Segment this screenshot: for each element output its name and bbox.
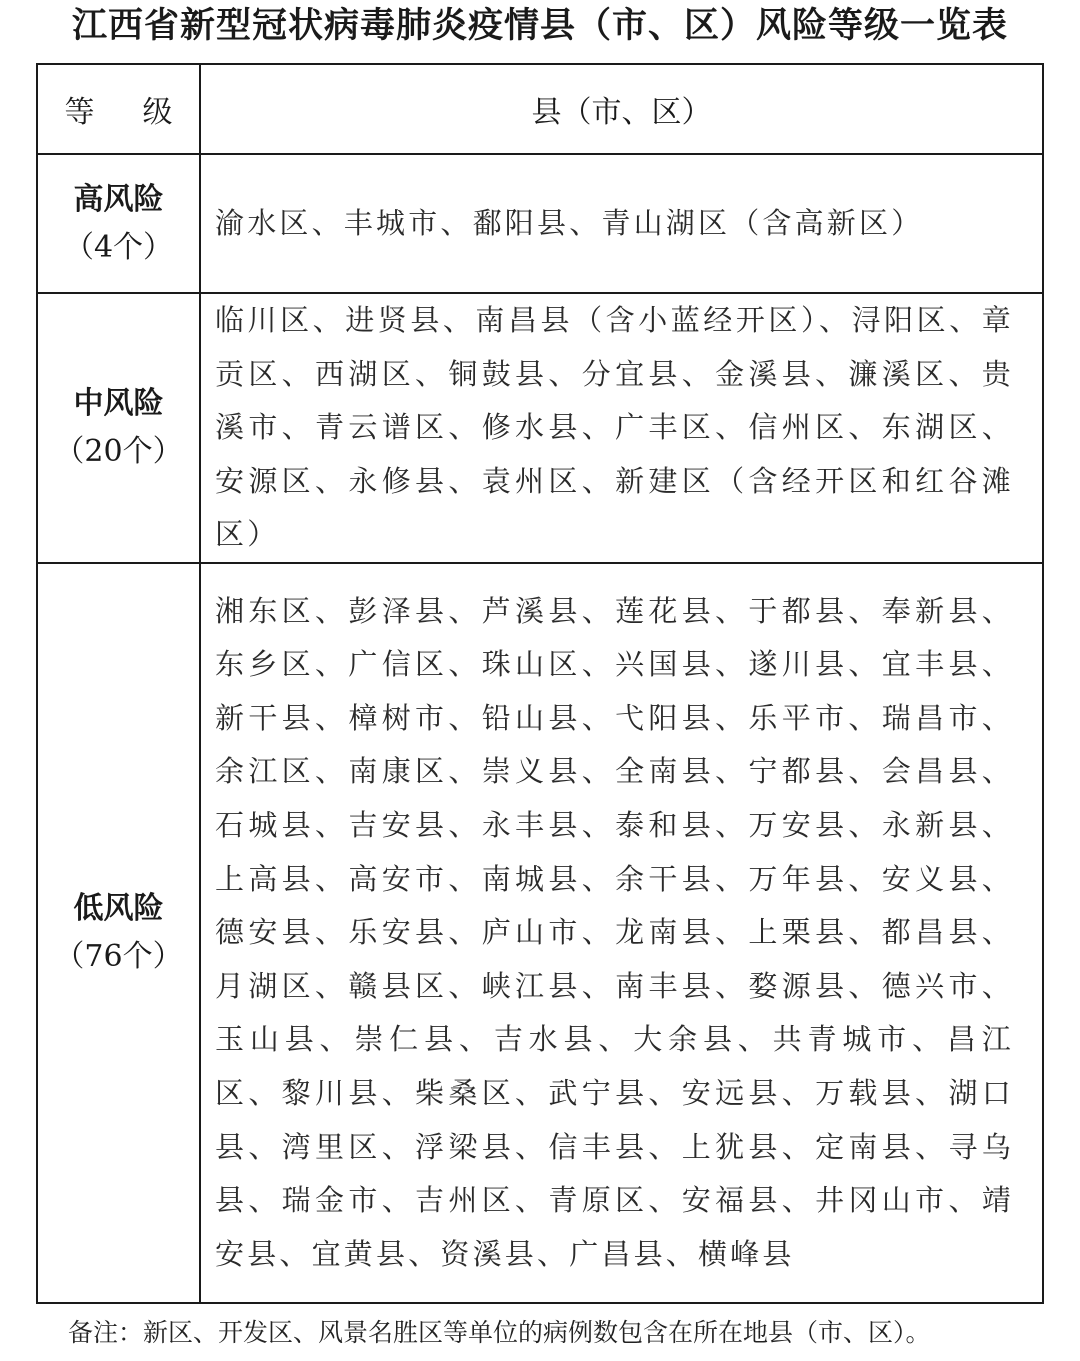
level-count: （20个）	[54, 433, 183, 469]
page-title: 江西省新型冠状病毒肺炎疫情县（市、区）风险等级一览表	[71, 5, 1008, 46]
footnote: 备注：新区、开发区、风景名胜区等单位的病例数包含在所在地县（市、区）。	[68, 1318, 931, 1347]
area-list-medium: 临川区、进贤县、南昌县（含小蓝经开区）、浔阳区、章贡区、西湖区、铜鼓县、分宜县、金溪县、濂溪区、贵溪市、青云谱区、修水县、广丰区、信州区、东湖区、安源区、永修县、袁州区、新建区（含经开区和红谷滩区）	[200, 293, 1043, 563]
table-row-medium-risk	[37, 293, 1043, 563]
table-row-low-risk	[37, 563, 1043, 1303]
table-header-row	[37, 64, 1043, 154]
level-count: （4个）	[63, 229, 174, 265]
level-cell-high	[37, 154, 200, 293]
header-level	[37, 64, 200, 154]
table-row-high-risk	[37, 154, 1043, 293]
level-cell-medium	[37, 293, 200, 563]
level-name: 高风险	[73, 181, 164, 217]
header-area: 县（市、区）	[200, 64, 1043, 154]
area-list-high: 渝水区、丰城市、鄱阳县、青山湖区（含高新区）	[200, 154, 1043, 293]
level-name: 中风险	[73, 385, 164, 421]
level-name: 低风险	[73, 890, 164, 926]
header-level-char1: 等	[64, 95, 95, 130]
header-level-char2: 级	[142, 95, 173, 130]
level-count: （76个）	[54, 938, 183, 974]
area-list-low: 湘东区、彭泽县、芦溪县、莲花县、于都县、奉新县、东乡区、广信区、珠山区、兴国县、遂川县、宜丰县、新干县、樟树市、铅山县、弋阳县、乐平市、瑞昌市、余江区、南康区、崇义县、全南县、宁都县、会昌县、石城县、吉安县、永丰县、泰和县、万安县、永新县、上高县、高安市、南城县、余干县、万年县、安义县、德安县、乐安县、庐山市、龙南县、上栗县、都昌县、月湖区、赣县区、峡江县、南丰县、婺源县、德兴市、玉山县、崇仁县、吉水县、大余县、共青城市、昌江区、黎川县、柴桑区、武宁县、安远县、万载县、湖口县、湾里区、浮梁县、信丰县、上犹县、定南县、寻乌县、瑞金市、吉州区、青原区、安福县、井冈山市、靖安县、宜黄县、资溪县、广昌县、横峰县	[200, 563, 1043, 1303]
risk-level-table	[36, 63, 1044, 1304]
level-cell-low	[37, 563, 200, 1303]
